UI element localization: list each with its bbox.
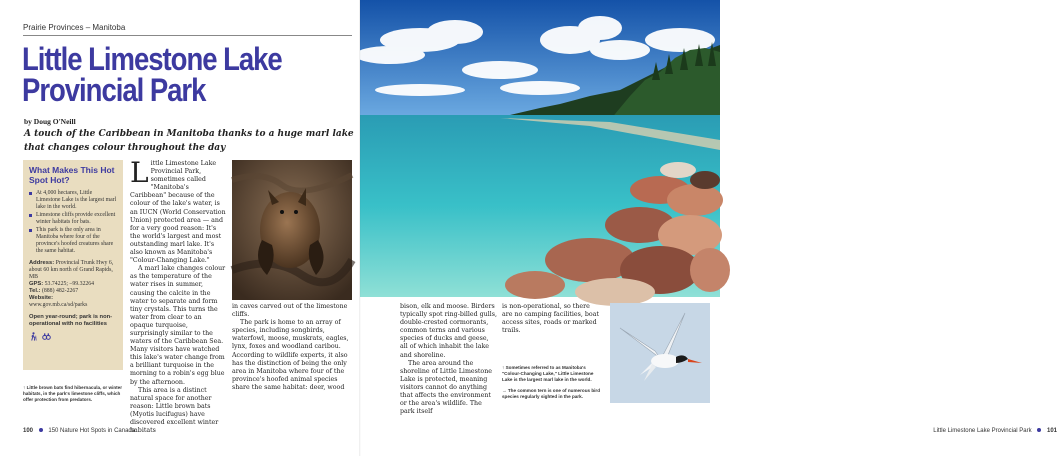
folio-right (720, 428, 1057, 434)
little-brown-bat-photo (232, 160, 352, 300)
body-column-1 (130, 156, 226, 435)
body-column-4 (502, 303, 600, 335)
bat-illustration (232, 160, 352, 300)
page-number-right: 101 (1046, 428, 1057, 434)
website-link[interactable]: www.gov.mb.ca/sd/parks (29, 302, 88, 308)
body-paragraph: A marl lake changes colour as the temperature of the water rises in summer, causing the calcite in the water to separate and form tiny crystals. This turns the water from clear to an opaque turquoise, surprisingly similar to the waters of the Caribbean Sea. Many visitors have watched this lake's water change from a brilliant turquoise in the morning to a robin's egg blue by the afternoon. (130, 265, 226, 386)
website-label: Website: (29, 295, 54, 301)
tel-label: Tel.: (29, 288, 41, 294)
hot-spot-sidebar (23, 160, 123, 370)
right-captions (502, 365, 602, 400)
body-paragraph: is non-operational, so there are no camping facilities, boat access sites, roads or marked trails. (502, 303, 599, 335)
activity-icons (29, 332, 117, 341)
body-paragraph: bison, elk and moose. Birders typically spot ring-billed gulls, double-crested cormorants, common terns and various species of ducks and geese, all of which inhabit the lake and shoreline. (400, 303, 498, 359)
folio-left (23, 428, 352, 434)
running-head: Prairie Provinces – Manitoba (23, 23, 126, 32)
common-tern-photo (610, 303, 710, 403)
tel-value: (888) 482-2267 (41, 288, 79, 294)
hiking-icon (29, 332, 38, 341)
address-value: Provincial Trunk Hwy 6, about 60 km north of Grand Rapids, MB (29, 260, 114, 280)
bat-caption: ↑ Little brown bats find hibernacula, or winter habitats, in the park's limestone cliffs, which offer protection from predators. (23, 385, 123, 402)
sidebar-heading: What Makes This Hot Spot Hot? (29, 165, 115, 185)
lake-caption: ↑ Sometimes referred to as Manitoba's "Colour-Changing Lake," Little Limestone Lake is the largest marl lake in the world. (502, 365, 594, 382)
sidebar-bullet: This park is the only area in Manitoba where four of the province's hoofed creatures share the same habitat. (29, 227, 117, 255)
folio-dot (39, 428, 43, 432)
running-head-rule (23, 35, 352, 36)
section-title: Little Limestone Lake Provincial Park (933, 428, 1032, 434)
sidebar-bullet: At 4,000 hectares, Little Limestone Lake is the largest marl lake in the world. (29, 190, 117, 211)
spine-gutter (359, 0, 361, 456)
body-paragraph: The park is home to an array of species, including songbirds, waterfowl, moose, muskrats, eagles, lynx, foxes and woodland caribou. According to wildlife experts, it also has the distinction of being the only area in Manitoba where four of the province's hoofed animal species share the same habitat: deer, wood (232, 319, 349, 391)
article-title: Little Limestone Lake Provincial Park (22, 41, 282, 108)
folio-dot (1037, 428, 1041, 432)
sidebar-bullet: Limestone cliffs provide excellent winter habitats for bats. (29, 212, 117, 226)
sidebar-contact (29, 260, 117, 309)
wildlife-viewing-icon (42, 332, 51, 341)
left-page (0, 0, 360, 456)
drop-cap: L (130, 156, 149, 189)
body-paragraph: This area is a distinct natural space for another reason: Little brown bats (Myotis lucifugus) have discovered excellent winter habitats (130, 386, 219, 435)
body-paragraph: Little Limestone Lake Provincial Park, sometimes called "Manitoba's Caribbean" because of the colour of the lake's water, is an IUCN (World Conservation Union) protected area — and for a very good reason: It's the world's largest and most outstanding marl lake. It's also known as Manitoba's "Colour-Changing Lake." (130, 156, 226, 265)
open-note: Open year-round; park is non-operational with no facilities (29, 314, 113, 327)
book-title: 150 Nature Hot Spots in Canada (48, 428, 136, 434)
lake-photo (360, 0, 720, 297)
page-number-left: 100 (23, 428, 34, 434)
body-column-3 (400, 303, 498, 416)
gps-value: 53.74225; –99.32264 (44, 281, 95, 287)
body-paragraph: The area around the shoreline of Little Limestone Lake is protected, meaning visitors cannot do anything that affects the environment or the area's wildlife. The park itself (400, 359, 492, 416)
lake-landscape-illustration (360, 0, 720, 297)
byline: by Doug O'Neill (24, 117, 76, 126)
body-column-2 (232, 303, 352, 392)
tern-caption: → The common tern is one of numerous bird species regularly sighted in the park. (502, 388, 601, 399)
tern-illustration (610, 303, 710, 403)
body-paragraph: in caves carved out of the limestone cliffs. (232, 303, 348, 319)
sidebar-bullets (29, 190, 117, 255)
gps-label: GPS: (29, 281, 44, 287)
article-dek: A touch of the Caribbean in Manitoba thanks to a huge marl lake that changes colour throughout the day (24, 129, 354, 153)
address-label: Address: (29, 260, 55, 266)
